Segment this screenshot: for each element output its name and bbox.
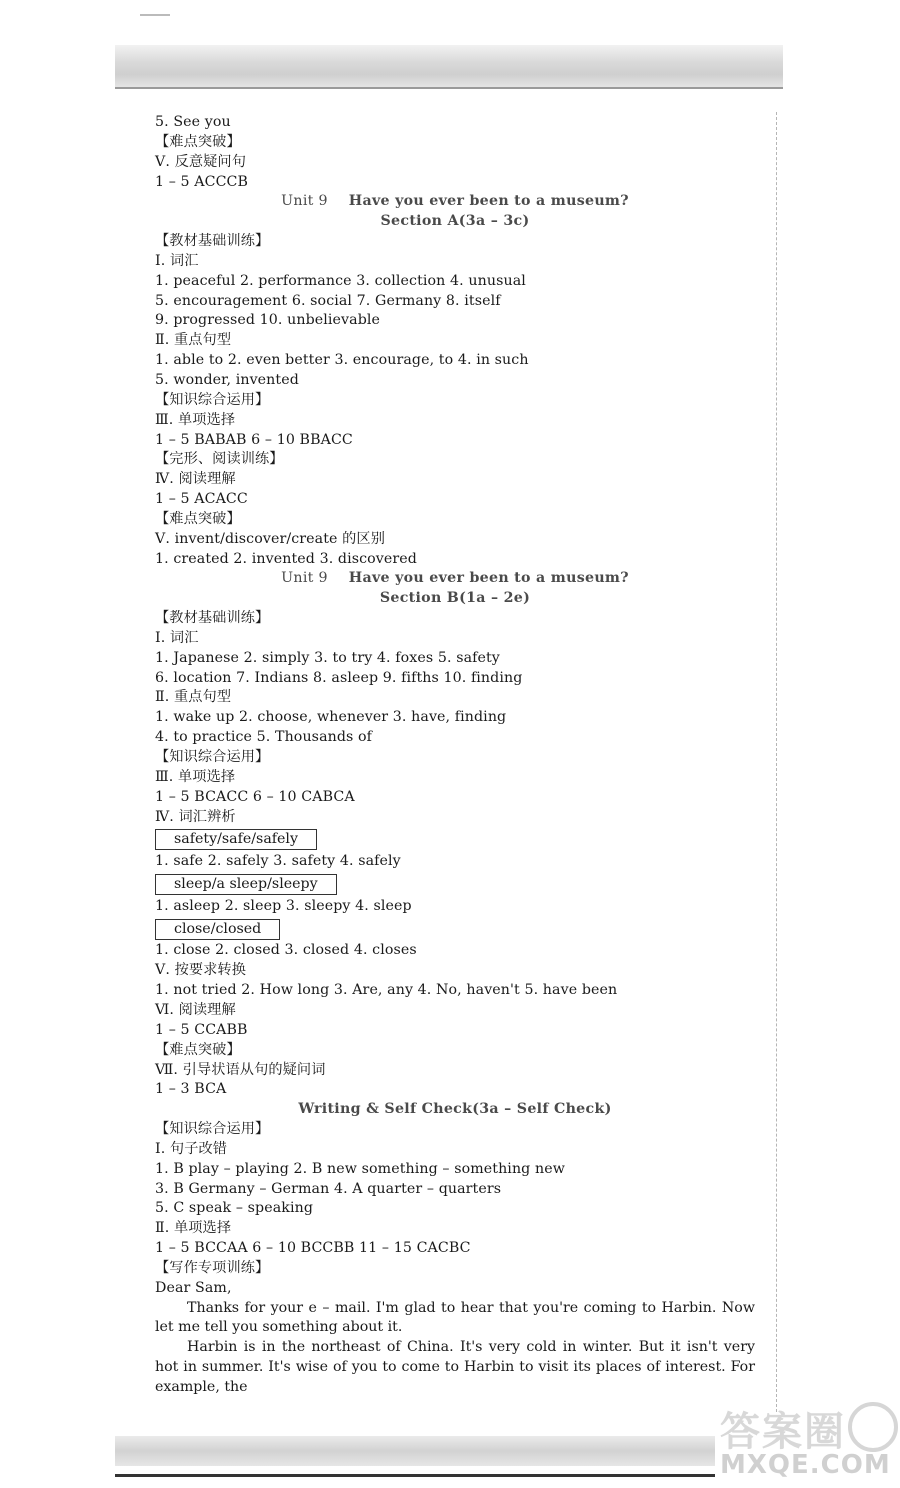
answer-line: 【知识综合运用】	[155, 749, 270, 765]
answer-line: 1. created 2. invented 3. discovered	[155, 550, 417, 567]
word-box-row-1	[155, 827, 755, 852]
watermark-circle-icon	[848, 1402, 898, 1452]
word-box-answer-1: 1. safe 2. safely 3. safety 4. safely	[155, 853, 401, 870]
answer-line: Ⅱ. 重点句型	[155, 689, 232, 706]
answer-line: 1. B play – playing 2. B new something – something new	[155, 1160, 565, 1177]
answer-line: 5. encouragement 6. social 7. Germany 8. itself	[155, 292, 501, 309]
answer-line: 【难点突破】	[155, 510, 241, 527]
writing-heading: Writing & Self Check(3a – Self Check)	[298, 1101, 612, 1118]
answer-line: 1. Japanese 2. simply 3. to try 4. foxes 5. safety	[155, 649, 500, 666]
answer-line: 1. peaceful 2. performance 3. collection 4. unusual	[155, 272, 526, 289]
word-box-row-3	[155, 917, 755, 942]
watermark-text-bottom: MXQE.COM	[720, 1450, 891, 1480]
answer-line: 【写作专项训练】	[155, 1259, 270, 1276]
writing-answers	[155, 1120, 755, 1299]
answer-line: 5. See you	[155, 114, 231, 130]
answer-line: Ⅴ. 反意疑问句	[155, 153, 247, 170]
answer-line: 【难点突破】	[155, 1041, 241, 1058]
answer-line: Ⅲ. 单项选择	[155, 768, 236, 785]
answer-line: 1. not tried 2. How long 3. Are, any 4. No, haven't 5. have been	[155, 982, 618, 999]
answer-line: 9. progressed 10. unbelievable	[155, 312, 381, 329]
word-box-row-2	[155, 872, 755, 897]
section-b-answers	[155, 609, 755, 827]
section-a-answers	[155, 232, 755, 569]
site-watermark	[720, 1400, 895, 1482]
answer-line: 1 – 3 BCA	[155, 1081, 227, 1098]
answer-line: 1. able to 2. even better 3. encourage, to 4. in such	[155, 352, 529, 369]
answer-line: 1 – 5 ACCCB	[155, 173, 249, 190]
answer-line: 【知识综合运用】	[155, 1121, 270, 1138]
answer-line: Ⅴ. 按要求转换	[155, 962, 247, 979]
watermark-text-top: 答案圈	[720, 1409, 846, 1455]
answer-line: 1 – 5 CCABB	[155, 1021, 248, 1038]
answer-line: Dear Sam,	[155, 1279, 232, 1296]
answer-key-content	[155, 113, 755, 1398]
word-box-sleep: sleep/a sleep/sleepy	[155, 874, 337, 895]
section-b-answers-continued	[155, 961, 755, 1100]
word-box-close: close/closed	[155, 919, 280, 940]
answer-line: 【完形、阅读训练】	[155, 451, 284, 468]
answer-line: 【知识综合运用】	[155, 391, 270, 408]
section-heading-a: Section A(3a – 3c)	[380, 213, 530, 230]
letter-paragraph-2: Harbin is in the northeast of China. It's very cold in winter. But it isn't very hot in summer. It's wise of you to come to Harbin to visit its places of interest. For example, the	[155, 1339, 755, 1396]
answer-line: Ⅰ. 词汇	[155, 629, 199, 646]
answer-line: Ⅰ. 词汇	[155, 252, 199, 269]
answer-line: 【难点突破】	[155, 133, 241, 150]
section-previous-tail	[155, 113, 755, 192]
top-scan-mark	[140, 14, 170, 16]
answer-line: 1. wake up 2. choose, whenever 3. have, finding	[155, 709, 507, 726]
answer-line: 4. to practice 5. Thousands of	[155, 729, 373, 746]
footer-rule	[115, 1474, 715, 1477]
answer-line: Ⅴ. invent/discover/create 的区别	[155, 530, 385, 547]
answer-line: 5. C speak – speaking	[155, 1200, 314, 1217]
answer-line: 5. wonder, invented	[155, 371, 299, 388]
answer-line: 1 – 5 BCCAA 6 – 10 BCCBB 11 – 15 CACBC	[155, 1240, 471, 1257]
answer-line: Ⅱ. 单项选择	[155, 1220, 232, 1237]
answer-line: 1 – 5 BCACC 6 – 10 CABCA	[155, 788, 355, 805]
answer-line: Ⅲ. 单项选择	[155, 411, 236, 428]
answer-line: Ⅳ. 阅读理解	[155, 471, 236, 488]
answer-line: 1 – 5 BABAB 6 – 10 BBACC	[155, 431, 353, 448]
header-band	[115, 45, 783, 87]
answer-line: 6. location 7. Indians 8. asleep 9. fifths 10. finding	[155, 669, 523, 686]
answer-line: Ⅳ. 词汇辨析	[155, 808, 236, 825]
answer-line: 【教材基础训练】	[155, 233, 270, 250]
letter-paragraph-1: Thanks for your e – mail. I'm glad to hear that you're coming to Harbin. Now let me tell you something about it.	[155, 1299, 755, 1336]
section-heading-b: Section B(1a – 2e)	[379, 590, 531, 607]
unit-heading-a: Unit 9 Have you ever been to a museum?	[281, 193, 629, 210]
answer-line: 3. B Germany – German 4. A quarter – quarters	[155, 1180, 502, 1197]
answer-line: Ⅵ. 阅读理解	[155, 1001, 236, 1018]
unit-heading-b: Unit 9 Have you ever been to a museum?	[281, 570, 629, 587]
right-margin-dashed-line	[776, 112, 777, 1412]
header-rule	[115, 87, 783, 89]
answer-line: Ⅶ. 引导状语从句的疑问词	[155, 1061, 326, 1078]
answer-line: 【教材基础训练】	[155, 610, 270, 627]
word-box-answer-2: 1. asleep 2. sleep 3. sleepy 4. sleep	[155, 897, 412, 914]
answer-line: Ⅱ. 重点句型	[155, 332, 232, 349]
footer-band	[115, 1436, 715, 1466]
word-box-safety: safety/safe/safely	[155, 829, 317, 850]
answer-line: 1 – 5 ACACC	[155, 491, 248, 508]
answer-line: Ⅰ. 句子改错	[155, 1140, 228, 1157]
word-box-answer-3: 1. close 2. closed 3. closed 4. closes	[155, 942, 417, 959]
